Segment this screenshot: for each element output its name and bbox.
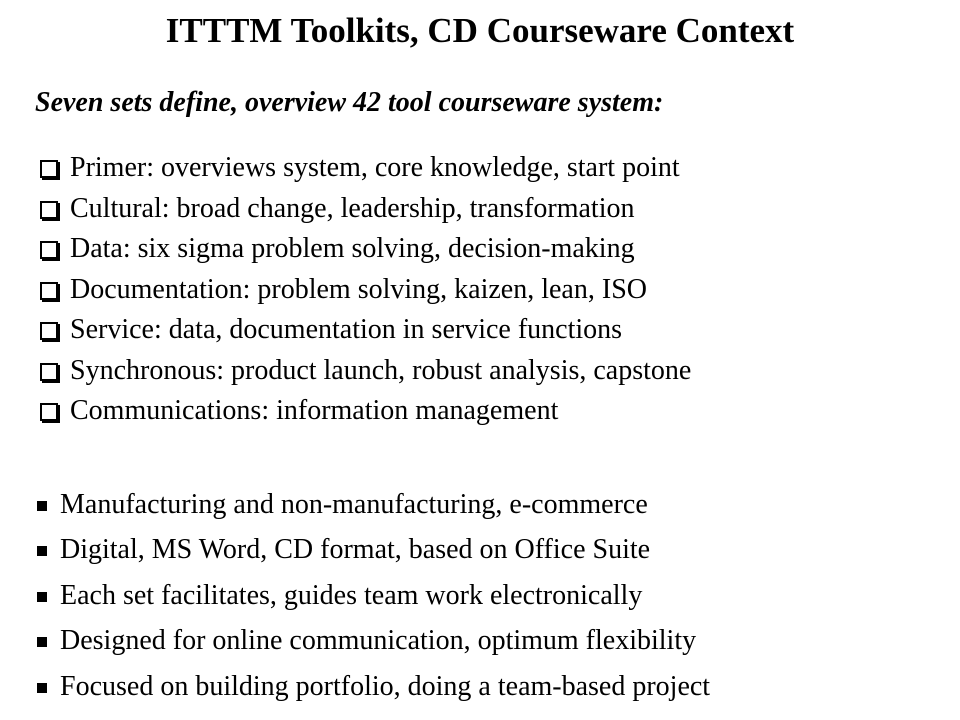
- list-item-text: Synchronous: product launch, robust analysis, capstone: [70, 354, 692, 386]
- square-bullet-icon: [37, 501, 47, 511]
- features-list: [37, 482, 710, 710]
- list-item-text: Service: data, documentation in service functions: [70, 314, 623, 346]
- list-item: [37, 619, 710, 665]
- list-item: [40, 148, 691, 189]
- list-item: [37, 528, 710, 574]
- list-item-text: Focused on building portfolio, doing a team-based project: [60, 670, 711, 702]
- checkbox-bullet-icon: [40, 201, 58, 219]
- slide-subtitle: Seven sets define, overview 42 tool courseware system:: [35, 87, 664, 118]
- list-item-text: Communications: information management: [70, 395, 559, 427]
- list-item: [40, 351, 691, 392]
- list-item: [40, 310, 691, 351]
- list-item-text: Digital, MS Word, CD format, based on Office Suite: [60, 534, 651, 566]
- list-item-text: Data: six sigma problem solving, decision-making: [70, 233, 635, 265]
- square-bullet-icon: [37, 637, 47, 647]
- checkbox-bullet-icon: [40, 403, 58, 421]
- slide-title: ITTTM Toolkits, CD Courseware Context: [165, 11, 795, 50]
- checkbox-bullet-icon: [40, 322, 58, 340]
- square-bullet-icon: [37, 546, 47, 556]
- list-item: [40, 391, 691, 432]
- list-item-text: Manufacturing and non-manufacturing, e-commerce: [60, 488, 648, 520]
- list-item: [40, 270, 691, 311]
- checkbox-bullet-icon: [40, 282, 58, 300]
- list-item: [40, 229, 691, 270]
- square-bullet-icon: [37, 683, 47, 693]
- checkbox-bullet-icon: [40, 160, 58, 178]
- list-item: [37, 482, 710, 528]
- list-item-text: Designed for online communication, optimum flexibility: [60, 625, 697, 657]
- list-item: [37, 573, 710, 619]
- square-bullet-icon: [37, 592, 47, 602]
- checkbox-bullet-icon: [40, 363, 58, 381]
- list-item-text: Cultural: broad change, leadership, transformation: [70, 192, 635, 224]
- list-item-text: Each set facilitates, guides team work electronically: [60, 579, 643, 611]
- list-item: [40, 189, 691, 230]
- list-item-text: Documentation: problem solving, kaizen, lean, ISO: [70, 273, 647, 305]
- list-item-text: Primer: overviews system, core knowledge, start point: [70, 152, 680, 184]
- list-item: [37, 664, 710, 710]
- toolkit-sets-list: [40, 148, 691, 432]
- checkbox-bullet-icon: [40, 241, 58, 259]
